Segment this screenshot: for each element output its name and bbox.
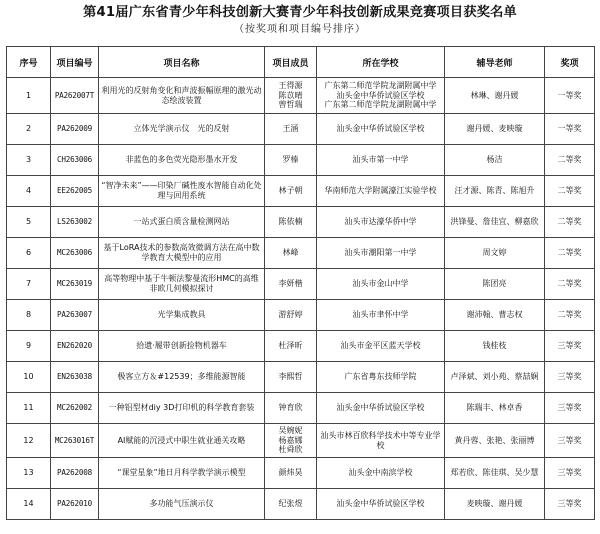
table-row (7, 176, 595, 207)
cell-members (265, 362, 317, 393)
header-code: 项目编号 (51, 47, 99, 78)
cell-school (317, 458, 445, 489)
cell-index: 6 (7, 238, 51, 269)
cell-school (317, 489, 445, 520)
cell-code: MC262002 (51, 393, 99, 424)
cell-index: 3 (7, 145, 51, 176)
award-table-body (7, 78, 595, 520)
member-name: 王涵 (282, 124, 299, 134)
cell-award: 一等奖 (545, 114, 595, 145)
cell-index: 10 (7, 362, 51, 393)
cell-members (265, 424, 317, 458)
cell-project-name: 拾遗·履带创新捡物机器车 (99, 331, 265, 362)
school-name: 汕头市林百欣科学技术中等专业学校 (320, 430, 441, 450)
table-row (7, 238, 595, 269)
cell-code: PA263007 (51, 300, 99, 331)
cell-teachers: 周文婷 (445, 238, 545, 269)
cell-members (265, 78, 317, 114)
member-name: 罗榛 (282, 155, 299, 165)
member-name: 林子朝 (278, 186, 303, 196)
cell-award: 一等奖 (545, 78, 595, 114)
cell-school (317, 207, 445, 238)
member-name: 钟育欣 (278, 403, 303, 413)
cell-teachers: 林琳、谢丹媛 (445, 78, 545, 114)
header-members: 项目成员 (265, 47, 317, 78)
school-name: 汕头市达濠华侨中学 (344, 217, 417, 227)
header-teachers: 辅导老师 (445, 47, 545, 78)
cell-school (317, 176, 445, 207)
cell-teachers: 陈瑞丰、林卓香 (445, 393, 545, 424)
cell-index: 12 (7, 424, 51, 458)
page-title: 第41届广东省青少年科技创新大赛青少年科技创新成果竞赛项目获奖名单 (83, 5, 517, 20)
cell-code: EE262005 (51, 176, 99, 207)
cell-code: EN263038 (51, 362, 99, 393)
cell-index: 4 (7, 176, 51, 207)
table-row (7, 300, 595, 331)
cell-members (265, 145, 317, 176)
table-header-row (7, 47, 595, 78)
table-row (7, 424, 595, 458)
cell-school (317, 238, 445, 269)
cell-school (317, 393, 445, 424)
cell-school (317, 300, 445, 331)
cell-school (317, 114, 445, 145)
member-name: 李熙哲 (278, 372, 303, 382)
school-name: 汕头市潮阳第一中学 (344, 248, 417, 258)
member-name: 游舒婷 (278, 310, 303, 320)
cell-code: MC263019 (51, 269, 99, 300)
cell-award: 三等奖 (545, 331, 595, 362)
cell-members (265, 176, 317, 207)
cell-project-name: 多功能气压演示仪 (99, 489, 265, 520)
header-school: 所在学校 (317, 47, 445, 78)
school-name: 汕头金中华侨试验区学校 (336, 499, 425, 509)
award-table (6, 46, 595, 520)
member-name: 颜炜昊 (278, 468, 303, 478)
school-name: 汕头市金平区蓝天学校 (340, 341, 421, 351)
cell-project-name: “课堂星象”地日月科学教学演示模型 (99, 458, 265, 489)
member-name: 陈苡晴 (278, 90, 303, 100)
cell-code: CH263006 (51, 145, 99, 176)
cell-teachers: 钱桂枝 (445, 331, 545, 362)
cell-project-name: 光学集成教具 (99, 300, 265, 331)
cell-index: 5 (7, 207, 51, 238)
cell-index: 7 (7, 269, 51, 300)
table-row (7, 458, 595, 489)
cell-school (317, 331, 445, 362)
cell-school (317, 269, 445, 300)
member-name: 曾哲瑞 (278, 100, 303, 110)
table-row (7, 269, 595, 300)
cell-index: 9 (7, 331, 51, 362)
cell-members (265, 458, 317, 489)
table-row (7, 362, 595, 393)
member-name: 杜泽昕 (278, 341, 303, 351)
page-subtitle: （按奖项和项目编号排序） (234, 24, 366, 35)
cell-teachers: 汪才源、陈青、陈旭升 (445, 176, 545, 207)
cell-teachers: 谢丹媛、麦映璇 (445, 114, 545, 145)
school-name: 华南师范大学附属濠江实验学校 (324, 186, 437, 196)
cell-award: 三等奖 (545, 424, 595, 458)
cell-teachers: 郑若欣、陈佳琪、吴少慧 (445, 458, 545, 489)
table-row (7, 393, 595, 424)
school-name: 汕头市聿怀中学 (352, 310, 409, 320)
cell-award: 二等奖 (545, 176, 595, 207)
member-name: 杜舜欣 (278, 445, 303, 455)
cell-teachers: 杨洁 (445, 145, 545, 176)
table-row (7, 331, 595, 362)
cell-code: LS263002 (51, 207, 99, 238)
school-name: 广东第二师范学院龙湖附属中学 (324, 100, 437, 110)
cell-project-name: 立体光学演示仪 光的反射 (99, 114, 265, 145)
member-name: 杨嘉娜 (278, 435, 303, 445)
member-name: 纪张煜 (278, 499, 303, 509)
member-name: 李妍楷 (278, 279, 303, 289)
cell-school (317, 424, 445, 458)
cell-code: MC263016T (51, 424, 99, 458)
cell-index: 2 (7, 114, 51, 145)
cell-project-name: 一站式蛋白质含量检测网站 (99, 207, 265, 238)
cell-award: 二等奖 (545, 269, 595, 300)
cell-award: 二等奖 (545, 145, 595, 176)
cell-code: MC263006 (51, 238, 99, 269)
cell-teachers: 卢泽斌、刘小苑、蔡喆娴 (445, 362, 545, 393)
header-award: 奖项 (545, 47, 595, 78)
table-row (7, 207, 595, 238)
cell-members (265, 489, 317, 520)
school-name: 广东省粤东技师学院 (344, 372, 417, 382)
cell-project-name: “智净未来”——印染厂碱性废水智能自动化处理与回用系统 (99, 176, 265, 207)
school-name: 汕头市金山中学 (352, 279, 409, 289)
cell-award: 三等奖 (545, 458, 595, 489)
school-name: 汕头市第一中学 (352, 155, 409, 165)
cell-members (265, 114, 317, 145)
cell-members (265, 207, 317, 238)
member-name: 陈依楠 (278, 217, 303, 227)
cell-code: PA262009 (51, 114, 99, 145)
cell-members (265, 331, 317, 362)
cell-school (317, 78, 445, 114)
cell-school (317, 362, 445, 393)
cell-index: 13 (7, 458, 51, 489)
cell-code: EN262020 (51, 331, 99, 362)
cell-members (265, 300, 317, 331)
cell-award: 三等奖 (545, 362, 595, 393)
cell-code: PA262010 (51, 489, 99, 520)
cell-code: PA262008 (51, 458, 99, 489)
school-name: 汕头金中华侨试验区学校 (336, 403, 425, 413)
cell-award: 三等奖 (545, 489, 595, 520)
cell-award: 二等奖 (545, 300, 595, 331)
school-name: 汕头金中华侨试验区学校 (336, 124, 425, 134)
cell-project-name: 利用光的反射角变化和声波振幅原理的激光动态绘波装置 (99, 78, 265, 114)
cell-award: 三等奖 (545, 393, 595, 424)
cell-project-name: 极客立方＆#12539；多维能源智能 (99, 362, 265, 393)
cell-code: PA262007T (51, 78, 99, 114)
table-row (7, 145, 595, 176)
cell-teachers: 陈团亮 (445, 269, 545, 300)
cell-index: 8 (7, 300, 51, 331)
cell-award: 二等奖 (545, 238, 595, 269)
cell-project-name: 基于LoRA技术的参数高效微调方法在高中数学教育大模型中的应用 (99, 238, 265, 269)
cell-project-name: 非蓝色的多色荧光隐形墨水开发 (99, 145, 265, 176)
member-name: 王得源 (278, 81, 303, 91)
cell-teachers: 黄丹蓉、张艳、张丽博 (445, 424, 545, 458)
cell-school (317, 145, 445, 176)
cell-teachers: 麦映璇、谢丹媛 (445, 489, 545, 520)
member-name: 吴婉妮 (278, 426, 303, 436)
cell-teachers: 洪锋曼、詹佳宜、柳嘉欣 (445, 207, 545, 238)
cell-award: 二等奖 (545, 207, 595, 238)
school-name: 广东第二师范学院龙湖附属中学 (324, 81, 437, 91)
table-row (7, 78, 595, 114)
cell-index: 11 (7, 393, 51, 424)
member-name: 林峰 (282, 248, 299, 258)
cell-project-name: 高等物理中基于牛顿法黎曼流形HMC的高维非欧几何模拟探讨 (99, 269, 265, 300)
cell-teachers: 谢沛翰、曹志权 (445, 300, 545, 331)
cell-members (265, 238, 317, 269)
table-row (7, 114, 595, 145)
cell-index: 1 (7, 78, 51, 114)
header-project-name: 项目名称 (99, 47, 265, 78)
cell-members (265, 269, 317, 300)
cell-members (265, 393, 317, 424)
table-row (7, 489, 595, 520)
header-index: 序号 (7, 47, 51, 78)
cell-project-name: 一种铝型材diy 3D打印机的科学教育套装 (99, 393, 265, 424)
school-name: 汕头金中华侨试验区学校 (336, 90, 425, 100)
school-name: 汕头金中南滨学校 (348, 468, 413, 478)
cell-project-name: AI赋能的沉浸式中职生就业通关攻略 (99, 424, 265, 458)
cell-index: 14 (7, 489, 51, 520)
